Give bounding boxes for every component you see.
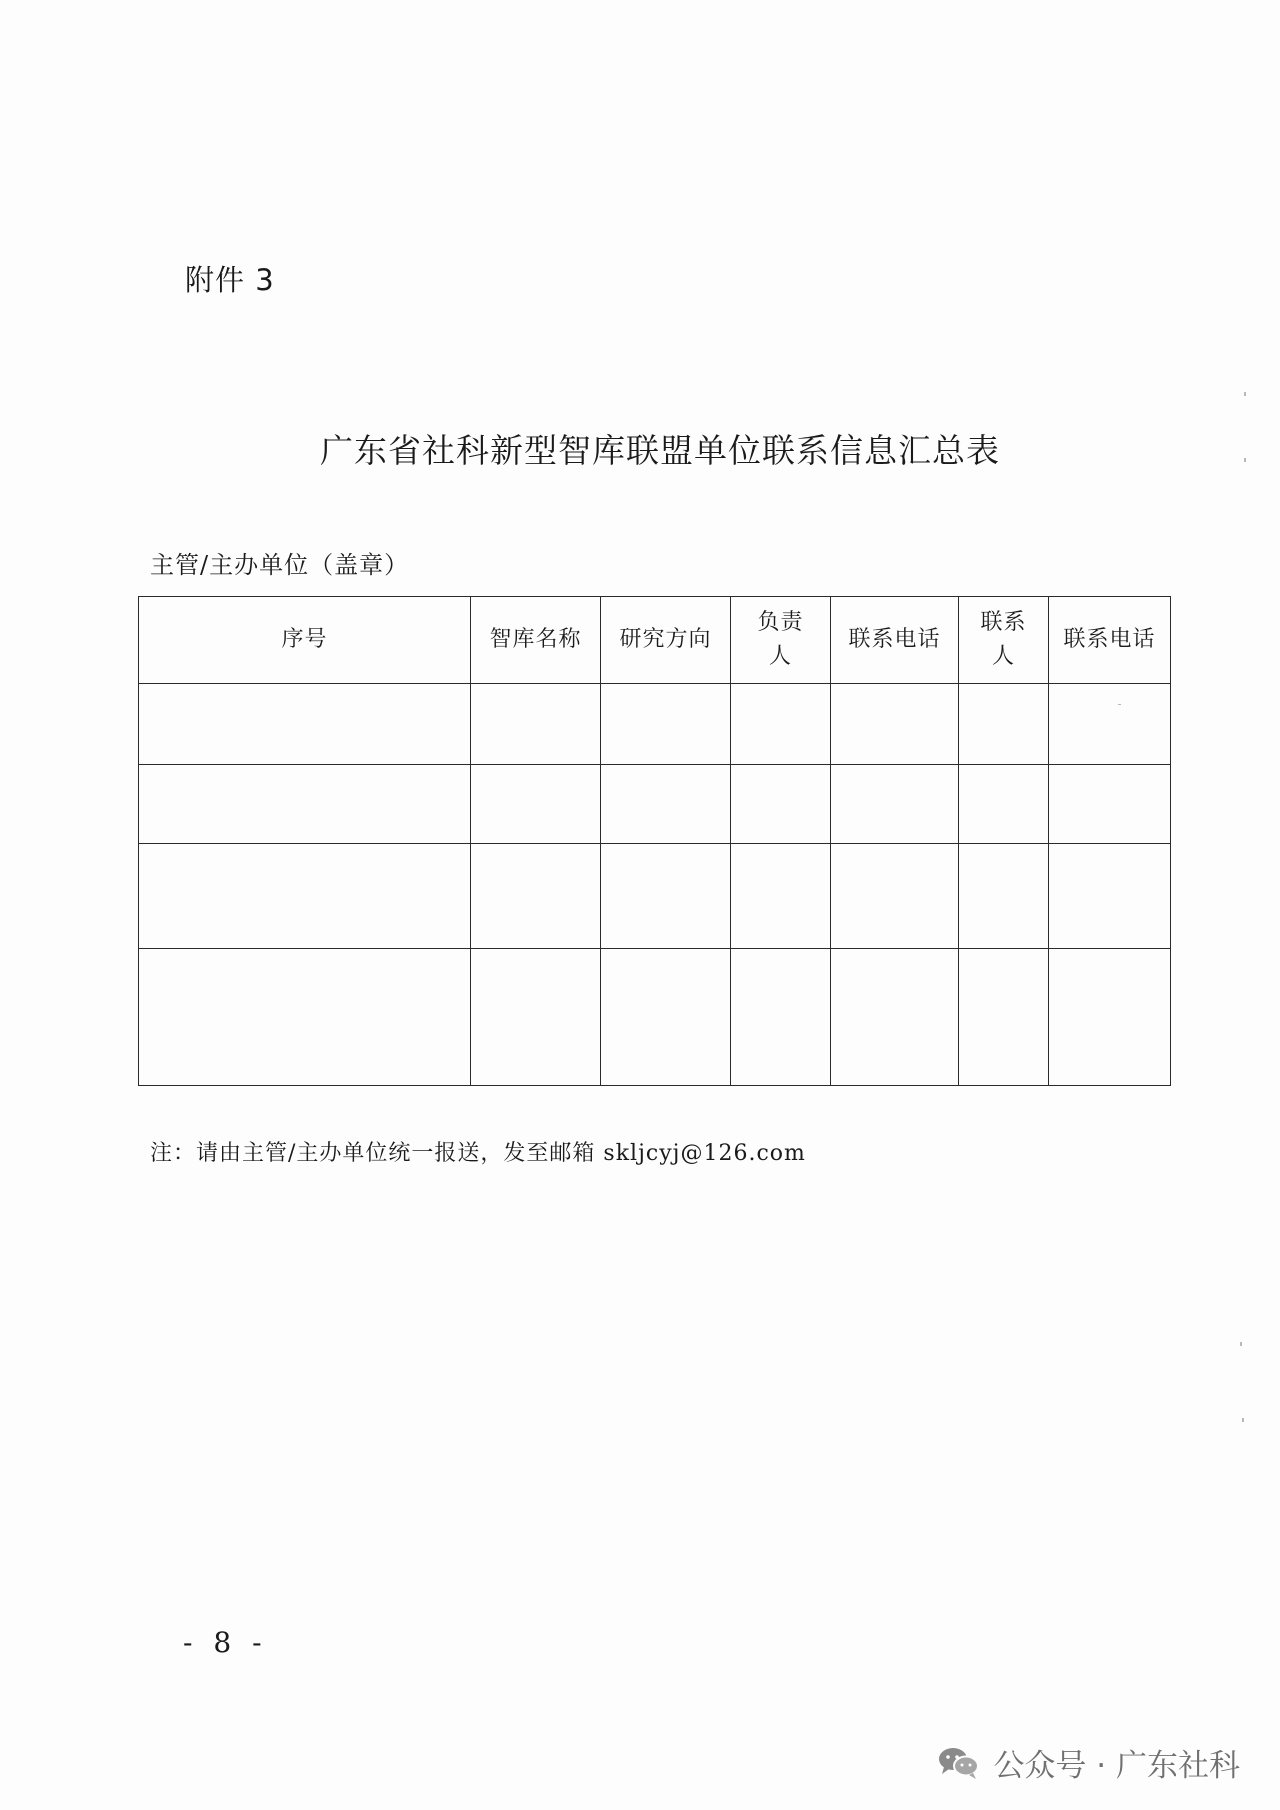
wechat-watermark (937, 1740, 1240, 1785)
page-title: 广东省社科新型智库联盟单位联系信息汇总表 (320, 431, 1000, 470)
table-row (139, 684, 1171, 765)
header-contact-person (959, 597, 1049, 684)
table-cell[interactable] (831, 949, 959, 1086)
table-row (139, 844, 1171, 949)
table-cell[interactable] (601, 765, 731, 844)
table-cell[interactable] (959, 765, 1049, 844)
table-cell[interactable] (471, 844, 601, 949)
attachment-label: 附件 3 (185, 263, 275, 297)
header-person-in-charge (731, 597, 831, 684)
watermark-text: 公众号 · 广东社科 (993, 1748, 1240, 1784)
header-person-in-charge-label: 负责人 (757, 610, 804, 669)
table-cell[interactable] (471, 765, 601, 844)
header-phone: 联系电话 (831, 597, 959, 684)
wechat-icon (937, 1745, 981, 1781)
table-cell[interactable] (959, 684, 1049, 765)
table-header-row (139, 597, 1171, 684)
table-cell[interactable] (601, 949, 731, 1086)
table-cell[interactable] (731, 949, 831, 1086)
seal-line: 主管/主办单位（盖章） (150, 551, 410, 579)
header-think-tank-name: 智库名称 (471, 597, 601, 684)
header-research-direction: 研究方向 (601, 597, 731, 684)
table-row (139, 949, 1171, 1086)
scan-speck (1244, 458, 1246, 462)
scan-speck (1118, 704, 1121, 705)
table-cell[interactable] (139, 844, 471, 949)
table-cell[interactable] (831, 844, 959, 949)
table-cell[interactable] (471, 684, 601, 765)
scan-speck (1240, 1342, 1242, 1346)
header-contact-phone: 联系电话 (1049, 597, 1171, 684)
scan-speck (1244, 392, 1246, 396)
table-cell[interactable] (959, 844, 1049, 949)
table-cell[interactable] (731, 684, 831, 765)
page-number: - 8 - (183, 1626, 268, 1659)
table-cell[interactable] (831, 684, 959, 765)
table-cell[interactable] (139, 949, 471, 1086)
table-cell[interactable] (1049, 684, 1171, 765)
header-serial-number: 序号 (139, 597, 471, 684)
header-contact-person-label: 联系人 (980, 610, 1027, 669)
scan-speck (1242, 1418, 1244, 1422)
table-cell[interactable] (139, 765, 471, 844)
table-cell[interactable] (959, 949, 1049, 1086)
table-cell[interactable] (731, 765, 831, 844)
table-row (139, 765, 1171, 844)
table-cell[interactable] (1049, 765, 1171, 844)
table-cell[interactable] (601, 684, 731, 765)
table-cell[interactable] (731, 844, 831, 949)
contact-info-table (138, 596, 1171, 1086)
table-cell[interactable] (601, 844, 731, 949)
table-cell[interactable] (139, 684, 471, 765)
table-cell[interactable] (831, 765, 959, 844)
table-cell[interactable] (1049, 949, 1171, 1086)
submission-note: 注：请由主管/主办单位统一报送，发至邮箱 skljcyj@126.com (150, 1141, 806, 1166)
table-cell[interactable] (1049, 844, 1171, 949)
table-cell[interactable] (471, 949, 601, 1086)
